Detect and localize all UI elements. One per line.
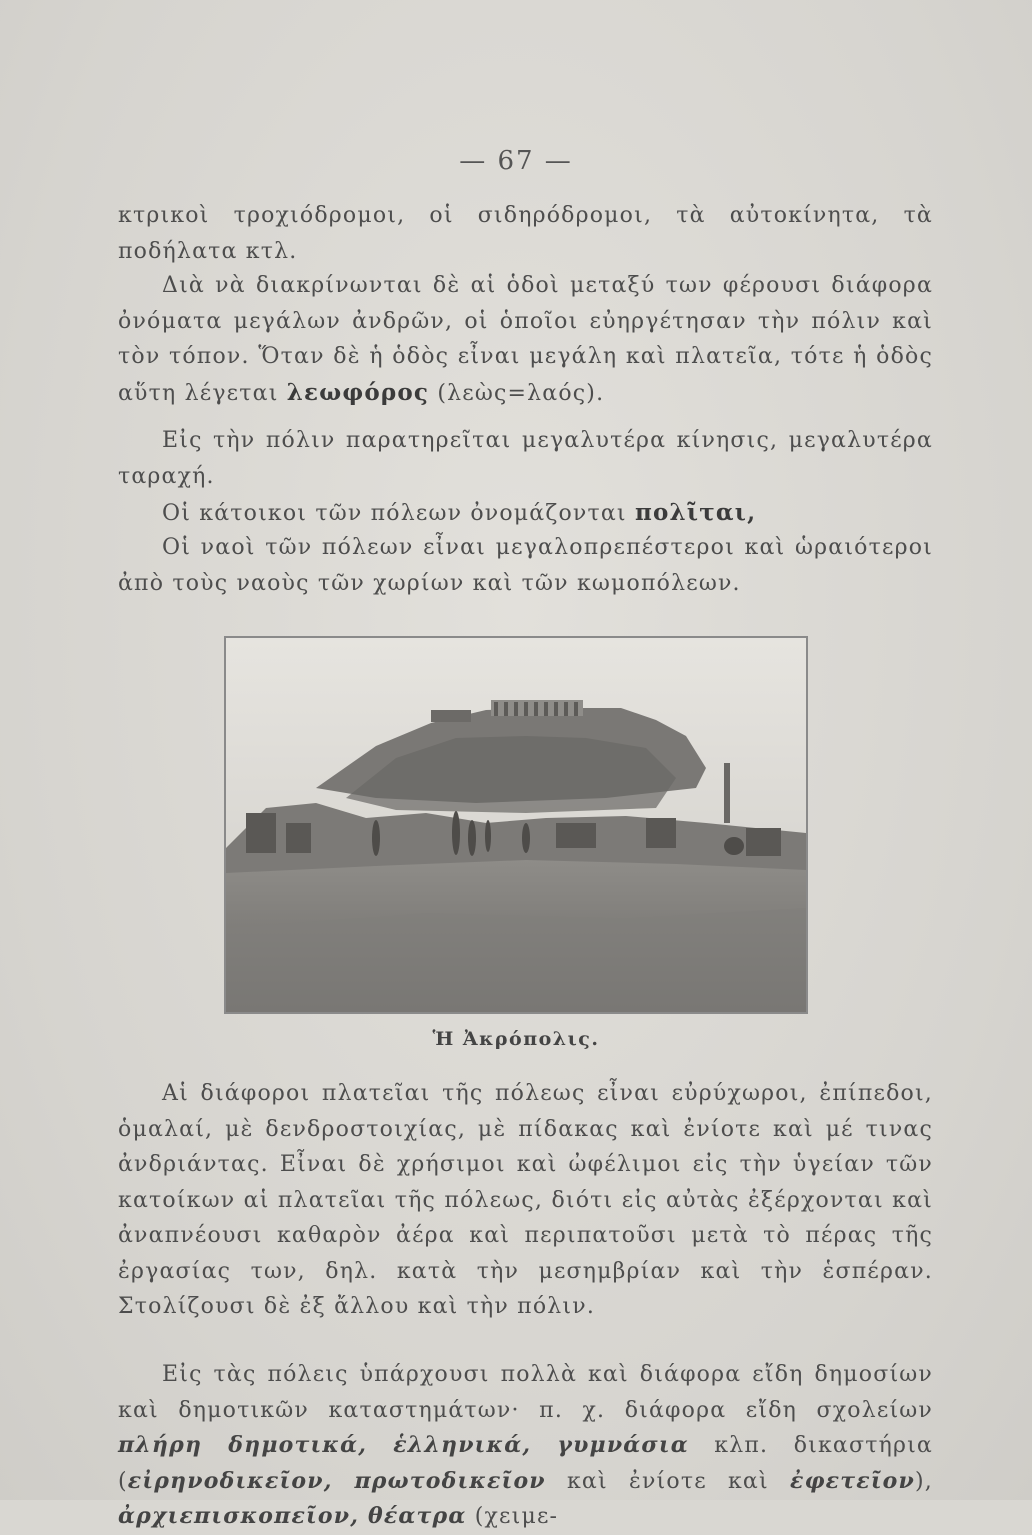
- school-types: πλήρη δημοτικά, ἑλληνικά, γυμνάσια: [118, 1432, 689, 1458]
- paragraph-7-text-a: Εἰς τὰς πόλεις ὑπάρχουσι πολλὰ καὶ διάφορα εἴδη δημοσίων καὶ δημοτικῶν καταστημάτων· π. χ. διάφορα εἴδη σχολείων: [118, 1362, 933, 1423]
- term-polites: πολῖται,: [634, 499, 757, 526]
- paragraph-7-text-e: καὶ ἐνίοτε καὶ: [545, 1468, 790, 1494]
- parthenon-columns: [494, 702, 578, 716]
- acropolis-photograph: [224, 636, 808, 1014]
- field-texture: [226, 908, 806, 1012]
- figure-caption: Ἡ Ἀκρόπολις.: [432, 1028, 600, 1050]
- court-types: εἰρηνοδικεῖον, πρωτοδικεῖον: [127, 1467, 546, 1494]
- paragraph-7: [118, 1357, 933, 1535]
- paragraph-7-text-i: (χειμε-: [466, 1504, 559, 1529]
- paragraph-5: [118, 530, 933, 601]
- paragraph-3-text: Εἰς τὴν πόλιν παρατηρεῖται μεγαλυτέρα κίνησις, μεγαλυτέρα ταραχή.: [118, 428, 933, 489]
- paragraph-3: [118, 423, 933, 494]
- acropolis-illustration: [226, 638, 806, 1012]
- paragraph-2: [118, 268, 933, 411]
- paragraph-4-text: Οἱ κάτοικοι τῶν πόλεων ὀνομάζονται: [162, 501, 635, 526]
- term-leoforos: λεωφόρος: [286, 378, 430, 406]
- appeals-court: ἐφετεῖον: [790, 1467, 916, 1494]
- archbishopric-theatres: ἀρχιεπισκοπεῖον, θέατρα: [118, 1503, 467, 1529]
- ancient-column: [724, 763, 730, 823]
- paragraph-2-etymology: (λεὼς=λαός).: [429, 380, 605, 406]
- paragraph-7-text-g: ),: [915, 1468, 933, 1494]
- paragraph-4: [118, 495, 933, 532]
- page-number: — 67 —: [459, 146, 573, 176]
- propylaea: [431, 710, 471, 722]
- paragraph-6-text: Αἱ διάφοροι πλατεῖαι τῆς πόλεως εἶναι εὐρύχωροι, ἐπίπεδοι, ὁμαλαί, μὲ δενδροστοιχίας, μὲ πίδακας καὶ ἐνίοτε καὶ μέ τινας ἀνδριάντας. Εἶναι δὲ χρήσιμοι καὶ ὠφέλιμοι εἰς τὴν ὑγείαν τῶν κατοίκων αἱ πλατεῖαι τῆς πόλεως, διότι εἰς αὐτὰς ἐξέρχονται καὶ ἀναπνέουσι καθαρὸν ἀέρα καὶ περιπατοῦσι μετὰ τὸ πέρας τῆς ἐργασίας των, δηλ. κατὰ τὴν μεσημβρίαν καὶ τὴν ἑσπέραν. Στολίζουσι δὲ ἐξ ἄλλου καὶ τὴν πόλιν.: [118, 1081, 933, 1319]
- paragraph-6: [118, 1076, 933, 1325]
- paragraph-2-text: Διὰ νὰ διακρίνωνται δὲ αἱ ὁδοὶ μεταξύ των φέρουσι διάφορα ὀνόματα μεγάλων ἀνδρῶν, οἱ ὁποῖοι εὐηργέτησαν τὴν πόλιν καὶ τὸν τόπον. Ὅταν δὲ ἡ ὁδὸς εἶναι μεγάλη καὶ πλατεῖα, τότε ἡ ὁδὸς αὕτη λέγεται: [118, 273, 933, 406]
- paragraph-5-text: Οἱ ναοὶ τῶν πόλεων εἶναι μεγαλοπρεπέστεροι καὶ ὡραιότεροι ἀπὸ τοὺς ναοὺς τῶν χωρίων καὶ τῶν κωμοπόλεων.: [118, 535, 933, 596]
- paragraph-1-text: κτρικοὶ τροχιόδρομοι, οἱ σιδηρόδρομοι, τὰ αὐτοκίνητα, τὰ ποδήλατα κτλ.: [118, 203, 933, 264]
- paragraph-1: [118, 198, 933, 269]
- paragraph-7-text-c: κλπ. δικαστήρια (: [118, 1433, 933, 1494]
